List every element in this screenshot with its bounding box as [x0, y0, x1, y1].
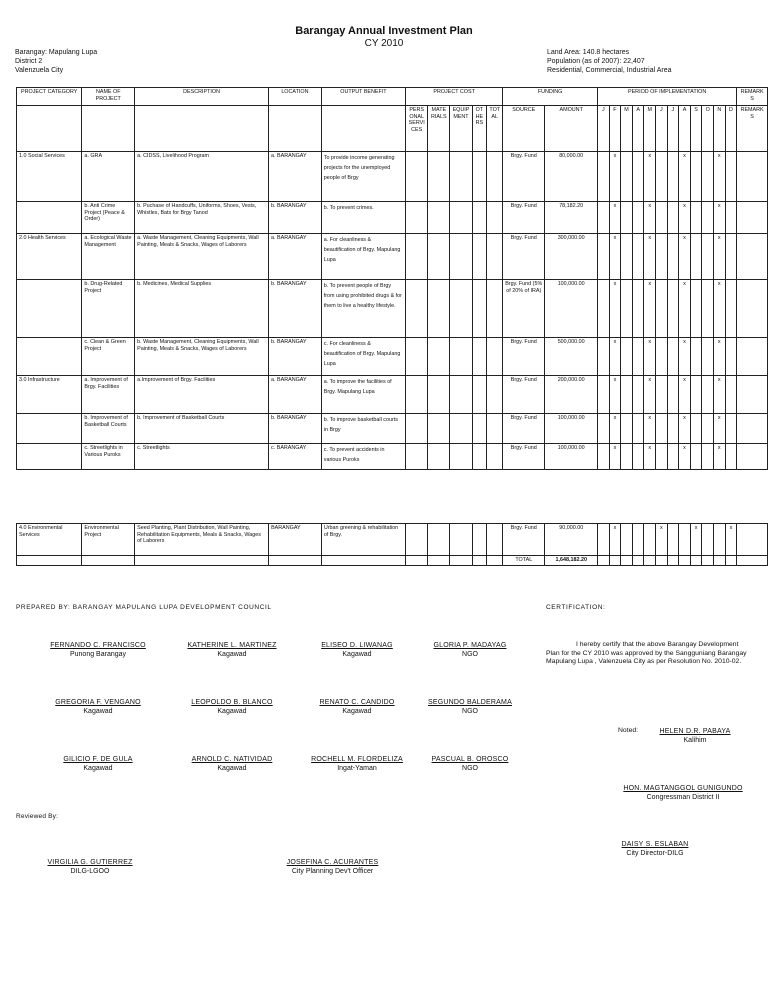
signatory-name: GILICIO F. DE GULA: [63, 756, 133, 763]
signatory: [38, 641, 158, 659]
cell-amount: 90,000.00: [545, 524, 598, 556]
cell-mark: x: [644, 414, 656, 444]
cell-description: a.Improvement of Brgy. Facilities: [135, 376, 269, 414]
signatory-role: Punong Barangay: [69, 651, 127, 658]
reviewer-signatory: [30, 858, 150, 876]
environmental-table: [16, 523, 768, 566]
cell-source: Brgy. Fund (5% of 20% of IRA): [503, 280, 545, 338]
cell-mark: x: [713, 444, 725, 470]
page-title: Barangay Annual Investment Plan: [295, 25, 473, 37]
header-total: TOTAL: [487, 106, 503, 152]
signatory-role: DILG-LGOO: [70, 868, 110, 875]
signatory-role: NGO: [462, 708, 478, 715]
cell-mark: x: [609, 524, 621, 556]
total-label: TOTAL: [503, 556, 545, 566]
cell-source: Brgy. Fund: [503, 524, 545, 556]
cell-source: Brgy. Fund: [503, 444, 545, 470]
signatory-role: Kagawad: [217, 651, 247, 658]
cell-source: Brgy. Fund: [503, 234, 545, 280]
cell-output: a. To improve the facilities of Brgy. Mapulang Lupa: [321, 376, 405, 414]
cell-name: b. Anti Crime Project (Peace & Order): [82, 202, 135, 234]
barangay-info: [15, 48, 97, 75]
cell-amount: 78,182.20: [545, 202, 598, 234]
cell-category: 4.0 Environmental Services: [17, 524, 82, 556]
cell-category: 3.0 Infrastructure: [17, 376, 82, 414]
cell-mark: x: [679, 280, 691, 338]
cell-output: Urban greening & rehabilitation of Brgy.: [321, 524, 405, 556]
cell-output: To provide income generating projects for the unemployed people of Brgy: [321, 152, 405, 202]
cell-mark: x: [644, 152, 656, 202]
cell-location: a. BARANGAY: [269, 152, 322, 202]
cell-source: Brgy. Fund: [503, 414, 545, 444]
signatory-role: NGO: [462, 651, 478, 658]
cell-output: c. For cleanliness & beautification of Brgy. Mapulang Lupa: [321, 338, 405, 376]
cell-amount: 500,000.00: [545, 338, 598, 376]
table-row: [17, 280, 768, 338]
cell-amount: 80,000.00: [545, 152, 598, 202]
header-month: M: [621, 106, 633, 152]
signatory-name: VIRGILIA G. GUTIERREZ: [47, 859, 133, 866]
cell-location: b. BARANGAY: [269, 414, 322, 444]
cell-source: Brgy. Fund: [503, 376, 545, 414]
cell-amount: 100,000.00: [545, 414, 598, 444]
signatory: [302, 641, 412, 659]
header-month: M: [644, 106, 656, 152]
signatory-role: NGO: [462, 765, 478, 772]
noted-signatory: [650, 727, 740, 745]
cell-mark: x: [679, 202, 691, 234]
header-month: O: [702, 106, 714, 152]
cell-mark: x: [644, 338, 656, 376]
cell-mark: x: [679, 376, 691, 414]
population: Population (as of 2007): 22,407: [547, 58, 645, 65]
header-month: D: [725, 106, 737, 152]
cell-mark: x: [609, 234, 621, 280]
header-personal-services: PERSONAL SERVICES: [406, 106, 428, 152]
total-amount: 1,648,182.20: [545, 556, 598, 566]
header-month: A: [679, 106, 691, 152]
signatory-role: City Director-DILG: [626, 850, 684, 857]
cell-output: b. To prevent people of Brgy from using prohibited drugs & for them to live a healthy lifestyle.: [321, 280, 405, 338]
header-month: J: [667, 106, 679, 152]
cell-location: BARANGAY: [269, 524, 322, 556]
cell-mark: x: [725, 524, 737, 556]
signatory-name: HON. MAGTANGGOL GUNIGUNDO: [623, 785, 743, 792]
cell-location: b. BARANGAY: [269, 202, 322, 234]
header-name: NAME OF PROJECT: [82, 88, 135, 106]
cell-mark: x: [656, 524, 668, 556]
cell-name: Environmental Project: [82, 524, 135, 556]
barangay-name: Barangay: Mapulang Lupa: [15, 49, 98, 56]
cell-mark: x: [679, 444, 691, 470]
signatory-name: KATHERINE L. MARTINEZ: [187, 642, 277, 649]
header-month: A: [632, 106, 644, 152]
header-materials: MATERIALS: [428, 106, 450, 152]
signatory-role: Kagawad: [83, 708, 113, 715]
cell-name: c. Streetlights in Various Puroks: [82, 444, 135, 470]
signatory-name: ELISEO D. LIWANAG: [321, 642, 393, 649]
signatory-role: City Planning Dev't Officer: [291, 868, 374, 875]
signatory-role: Kagawad: [342, 651, 372, 658]
cell-mark: x: [609, 376, 621, 414]
page-subtitle: CY 2010: [364, 38, 404, 49]
cell-mark: x: [609, 280, 621, 338]
cell-source: Brgy. Fund: [503, 338, 545, 376]
signatory: [302, 755, 412, 773]
signatory-role: Kagawad: [217, 765, 247, 772]
cell-category: [17, 444, 82, 470]
cell-mark: x: [713, 414, 725, 444]
signatory-name: PASCUAL B. OROSCO: [431, 756, 509, 763]
cell-name: b. Drug-Related Project: [82, 280, 135, 338]
signatory: [172, 755, 292, 773]
header-output: OUTPUT BENEFIT: [321, 88, 405, 106]
cell-category: [17, 338, 82, 376]
cell-mark: x: [713, 280, 725, 338]
cell-mark: x: [644, 280, 656, 338]
cell-mark: x: [679, 234, 691, 280]
header-description: DESCRIPTION: [135, 88, 269, 106]
cell-description: Seed Planting, Plant Distribution, Wall Painting, Rehabilitation Equipments, Meals & Snacks, Wages of Laborers: [135, 524, 269, 556]
header-remarks-sub: REMARKS: [737, 106, 768, 152]
cell-mark: x: [609, 444, 621, 470]
header-cost: PROJECT COST: [406, 88, 503, 106]
cell-location: a. BARANGAY: [269, 376, 322, 414]
signatory-name: HELEN D.R. PABAYA: [659, 728, 731, 735]
cell-name: c. Clean & Green Project: [82, 338, 135, 376]
signatory: [172, 641, 292, 659]
reviewer-signatory: [270, 858, 395, 876]
header-remarks: REMARKS: [737, 88, 768, 106]
table-row: [17, 152, 768, 202]
cell-mark: x: [713, 202, 725, 234]
cell-mark: x: [713, 152, 725, 202]
signatory-role: Kagawad: [217, 708, 247, 715]
cell-mark: x: [609, 414, 621, 444]
cell-location: a. BARANGAY: [269, 234, 322, 280]
cell-description: a. Waste Management, Cleaning Equipments, Wall Painting, Meals & Snacks, Wages of Laborers: [135, 234, 269, 280]
total-row: [17, 556, 768, 566]
signatory: [420, 755, 520, 773]
signatory-name: DAISY S. ESLABAN: [621, 841, 689, 848]
land-area: Land Area: 140.8 hectares: [547, 49, 630, 56]
reviewed-label: Reviewed By:: [16, 813, 59, 820]
header-month: N: [713, 106, 725, 152]
signatory-name: GREGORIA F. VENGANO: [55, 699, 141, 706]
cell-location: b. BARANGAY: [269, 280, 322, 338]
cell-name: b. Improvement of Basketball Courts: [82, 414, 135, 444]
signatory: [172, 698, 292, 716]
table-row: [17, 338, 768, 376]
cell-mark: x: [713, 234, 725, 280]
investment-table: [16, 87, 768, 470]
district: District 2: [15, 58, 43, 65]
header-funding: FUNDING: [503, 88, 598, 106]
signatory-role: Kagawad: [83, 765, 113, 772]
signatory-name: GLORIA P. MADAYAG: [433, 642, 507, 649]
signatory: [420, 641, 520, 659]
cell-source: Brgy. Fund: [503, 202, 545, 234]
table-row: [17, 444, 768, 470]
signatory-name: RENATO C. CANDIDO: [319, 699, 395, 706]
certification-text: I hereby certify that the above Barangay Development Plan for the CY 2010 was approved by the Sangguniang Barangay Mapulang Lupa , Valenzuela City as per Resolution No. 2010-02.: [546, 641, 747, 665]
header-equipment: EQUIPMENT: [450, 106, 472, 152]
noted-label: Noted:: [618, 727, 639, 734]
table-row: [17, 202, 768, 234]
signatory-role: Ingat-Yaman: [337, 765, 377, 772]
header-source: SOURCE: [503, 106, 545, 152]
cell-amount: 100,000.00: [545, 444, 598, 470]
cell-output: a. For cleanliness & beautification of Brgy. Mapulang Lupa: [321, 234, 405, 280]
cell-mark: x: [644, 234, 656, 280]
header-row-sub: [17, 106, 768, 152]
cell-name: a. GRA: [82, 152, 135, 202]
cell-category: [17, 280, 82, 338]
cell-mark: x: [609, 152, 621, 202]
cell-mark: x: [644, 376, 656, 414]
cell-mark: x: [679, 338, 691, 376]
reviewer-signatory: [605, 840, 705, 858]
signatory-name: SEGUNDO BALDERAMA: [428, 699, 512, 706]
signatory-role: Kagawad: [342, 708, 372, 715]
header-month: F: [609, 106, 621, 152]
cell-category: 1.0 Social Services: [17, 152, 82, 202]
header-others: OTHERS: [472, 106, 487, 152]
header-row-top: [17, 88, 768, 106]
cell-description: b. Waste Management, Cleaning Equipments, Wall Painting, Meals & Snacks, Wages of Laborers: [135, 338, 269, 376]
table-row: [17, 524, 768, 556]
table-row: [17, 414, 768, 444]
cell-mark: x: [609, 338, 621, 376]
signatory: [420, 698, 520, 716]
city: Valenzuela City: [15, 67, 64, 74]
cell-description: c. Streetlights: [135, 444, 269, 470]
cell-description: b. Medicines, Medical Supplies: [135, 280, 269, 338]
cell-mark: x: [679, 414, 691, 444]
area-info: [547, 48, 672, 75]
signatory-role: Kalihim: [683, 737, 707, 744]
congressman-signatory: [608, 784, 758, 802]
cell-mark: x: [713, 376, 725, 414]
header-month: S: [690, 106, 702, 152]
cell-description: b. Improvement of Basketball Courts: [135, 414, 269, 444]
certification-label: CERTIFICATION:: [546, 604, 606, 611]
table-row: [17, 234, 768, 280]
cell-output: b. To prevent crimes.: [321, 202, 405, 234]
cell-output: c. To prevent accidents in various Puroks: [321, 444, 405, 470]
signatory: [302, 698, 412, 716]
cell-mark: x: [690, 524, 702, 556]
cell-mark: x: [644, 444, 656, 470]
signatory-role: Congressman District II: [646, 794, 720, 801]
signatory-name: ROCHELL M. FLORDELIZA: [311, 756, 403, 763]
signatory-name: LEOPOLDO B. BLANCO: [191, 699, 273, 706]
cell-source: Brgy. Fund: [503, 152, 545, 202]
cell-mark: x: [679, 152, 691, 202]
cell-amount: 200,000.00: [545, 376, 598, 414]
header-month: J: [656, 106, 668, 152]
signatory-name: ARNOLD C. NATIVIDAD: [191, 756, 273, 763]
table-row: [17, 376, 768, 414]
cell-name: a. Ecological Waste Management: [82, 234, 135, 280]
header-period: PERIOD OF IMPLEMENTATION: [598, 88, 737, 106]
cell-mark: x: [609, 202, 621, 234]
cell-mark: x: [644, 202, 656, 234]
header-location: LOCATION: [269, 88, 322, 106]
cell-location: b. BARANGAY: [269, 338, 322, 376]
cell-description: b. Puchase of Handcuffs, Uniforms, Shoes, Vests, Whistles, Bats for Brgy Tanod: [135, 202, 269, 234]
signatory: [38, 755, 158, 773]
cell-category: [17, 202, 82, 234]
header-amount: AMOUNT: [545, 106, 598, 152]
cell-category: 2.0 Health Services: [17, 234, 82, 280]
signatory: [38, 698, 158, 716]
cell-mark: x: [713, 338, 725, 376]
cell-output: b. To improve basketball courts in Brgy: [321, 414, 405, 444]
signatory-name: FERNANDO C. FRANCISCO: [50, 642, 146, 649]
cell-description: a. CIDSS, Livelihood Program: [135, 152, 269, 202]
cell-location: c. BARANGAY: [269, 444, 322, 470]
signatory-name: JOSEFINA C. ACURANTES: [286, 859, 379, 866]
area-type: Residential, Commercial, Industrial Area: [547, 67, 672, 74]
cell-amount: 100,000.00: [545, 280, 598, 338]
header-month: J: [598, 106, 610, 152]
prepared-by: PREPARED BY: BARANGAY MAPULANG LUPA DEVELOPMENT COUNCIL: [16, 604, 272, 611]
header-category: PROJECT CATEGORY: [17, 88, 82, 106]
cell-name: a. Improvement of Brgy. Facilities: [82, 376, 135, 414]
cell-category: [17, 414, 82, 444]
cell-amount: 300,000.00: [545, 234, 598, 280]
